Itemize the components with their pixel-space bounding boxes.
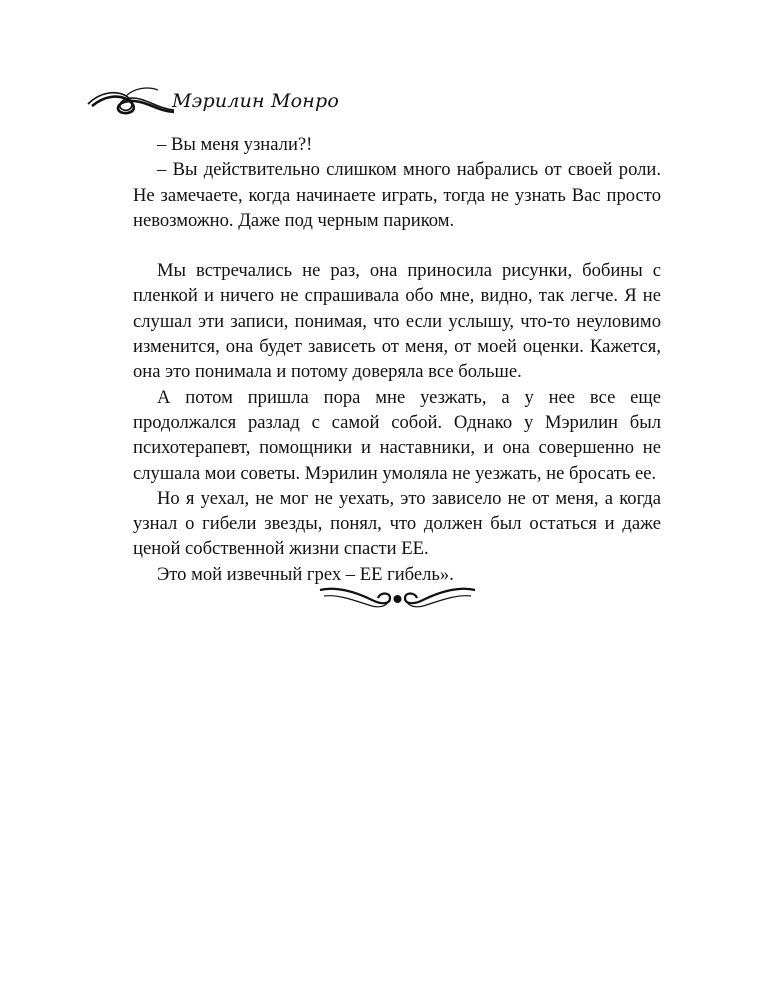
page-body <box>133 132 661 587</box>
section-divider-ornament-icon <box>316 580 479 612</box>
swirl-flourish-icon <box>86 84 176 120</box>
running-header <box>86 80 386 120</box>
dialogue-line-1: – Вы меня узнали?! <box>157 134 313 155</box>
paragraph-3: Но я уехал, не мог не уехать, это зависело не от меня, а когда узнал о гибели звезды, понял, что должен был остаться и даже ценой собственной жизни спасти ЕЕ. <box>133 487 661 560</box>
paragraph-1: Мы встречались не раз, она приносила рисунки, бобины с пленкой и ничего не спрашивала обо мне, видно, так легче. Я не слушал эти записи, понимая, что если услышу, что-то неуловимо изменится, она будет зависеть от меня, от моей оценки. Кажется, она это понимала и потому доверяла все больше. <box>133 260 661 383</box>
paragraph-4: Это мой извечный грех – ЕЕ гибель». <box>157 563 454 585</box>
paragraph-gap <box>133 233 661 258</box>
paragraph-2: А потом пришла пора мне уезжать, а у нее все еще продолжался разлад с самой собой. Однако у Мэрилин был психотерапевт, помощники и наставники, и она совершенно не слушала мои советы. Мэрилин умоляла не уезжать, не бросать ее. <box>133 386 661 484</box>
dialogue-line-2: – Вы действительно слишком много набрались от своей роли. Не замечаете, когда начинаете играть, тогда не узнать Вас просто невозможно. Даже под черным париком. <box>133 159 661 231</box>
header-title: Мэрилин Монро <box>172 90 339 112</box>
